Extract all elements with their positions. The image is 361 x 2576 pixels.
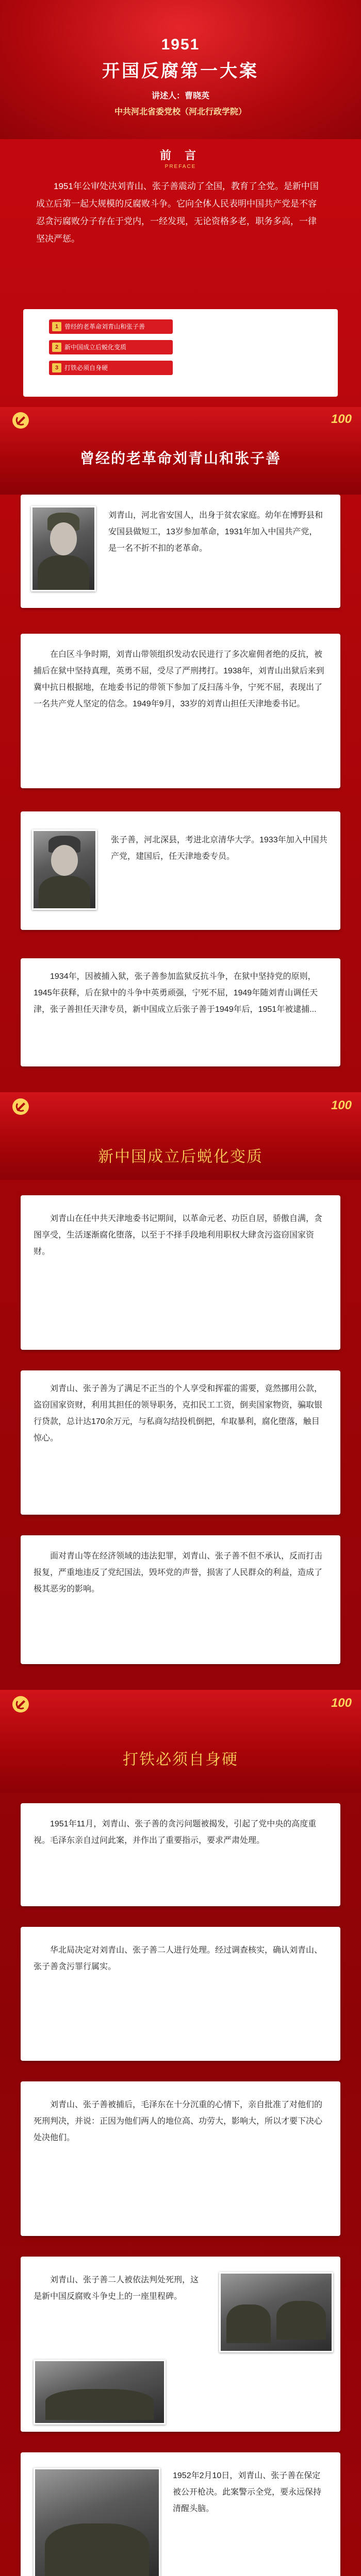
party-emblem-icon bbox=[11, 411, 30, 430]
toc-item-3[interactable] bbox=[49, 361, 173, 375]
toc-item-2[interactable] bbox=[49, 340, 173, 354]
section3-card-5 bbox=[21, 2452, 340, 2576]
portrait-liu-qingshan bbox=[31, 506, 96, 591]
table-of-contents bbox=[23, 309, 338, 397]
toc-number: 1 bbox=[52, 322, 61, 331]
section-banner-3 bbox=[0, 1690, 361, 1793]
section-title-3: 打铁必须自身硬 bbox=[123, 1751, 238, 1768]
toc-label: 打铁必须自身硬 bbox=[64, 364, 108, 371]
centenary-badge: 100 bbox=[331, 1696, 352, 1710]
liu-story: 在白区斗争时期，刘青山带领组织发动农民进行了多次雇佣者绝的反抗，被捕后在狱中坚持真理，英勇不屈，受尽了严刑拷打。1938年，刘青山出狱后来到冀中抗日根据地，在地委书记的带领下参加了反扫荡斗争，宁死不屈，表现出了一名共产党人坚定的信念。1949年9月，33岁的刘青山担任天津地委书记。 bbox=[34, 650, 324, 708]
liu-bio: 刘青山，河北省安国人，出身于贫农家庭。幼年在博野县和安国县做短工，13岁参加革命，1931年加入中国共产党，是一名不折不扣的老革命。 bbox=[108, 511, 323, 553]
toc-label: 新中国成立后蜕化变质 bbox=[64, 344, 127, 351]
historical-photo-crowd bbox=[34, 2360, 166, 2425]
section-title-2: 新中国成立后蜕化变质 bbox=[98, 1148, 263, 1165]
zhang-bio: 张子善，河北深县，考进北京清华大学。1933年加入中国共产党，建国后，任天津地委专员。 bbox=[111, 836, 327, 861]
speaker-line: 讲述人：曹晓英 bbox=[151, 92, 209, 100]
section2-paragraph-2: 刘青山、张子善为了满足不正当的个人享受和挥霍的需要，竟然挪用公款，盗窃国家资财，利用其担任的领导职务，克扣民工工资，倒卖国家物资，骗取银行贷款，总计达170余万元，与私商勾结投机倒把，牟取暴利，腐化堕落，触目惊心。 bbox=[34, 1384, 323, 1443]
section2-paragraph-1: 刘青山在任中共天津地委书记期间，以革命元老、功臣自居，骄傲自满，贪图享受，生活逐渐腐化堕落，以至于不择手段地利用职权大肆贪污盗窃国家资财。 bbox=[34, 1214, 323, 1256]
section-title-1: 曾经的老革命刘青山和张子善 bbox=[79, 450, 281, 466]
title-block bbox=[0, 36, 361, 117]
toc-item-1[interactable] bbox=[49, 319, 173, 334]
section3-paragraph-3: 刘青山、张子善被捕后，毛泽东在十分沉重的心情下，亲自批准了对他们的死刑判决，并说：正因为他们两人的地位高、功劳大，影响大，所以才要下决心处决他们。 bbox=[34, 2100, 323, 2142]
section3-paragraph-2: 华北局决定对刘青山、张子善二人进行处理。经过调查核实，确认刘青山、张子善贪污罪行属实。 bbox=[34, 1946, 323, 1971]
zhang-story-card bbox=[21, 958, 340, 1066]
preface-subheading: PREFACE bbox=[165, 164, 196, 170]
section3-paragraph-5: 1952年2月10日，刘青山、张子善在保定被公开枪决。此案警示全党，要永远保持清醒头脑。 bbox=[173, 2471, 322, 2513]
title-year: 1951 bbox=[161, 36, 200, 53]
section3-paragraph-4: 刘青山、张子善二人被依法判处死刑，这是新中国反腐败斗争史上的一座里程碑。 bbox=[34, 2276, 199, 2301]
section3-card-3 bbox=[21, 2081, 340, 2236]
section3-card-2 bbox=[21, 1927, 340, 2061]
toc-number: 3 bbox=[52, 363, 61, 372]
liu-qingshan-card bbox=[21, 495, 340, 608]
party-emblem-icon bbox=[11, 1695, 30, 1714]
zhang-zishan-card bbox=[21, 811, 340, 930]
section-banner-2 bbox=[0, 1092, 361, 1180]
section3-paragraph-1: 1951年11月，刘青山、张子善的贪污问题被揭发，引起了党中央的高度重视。毛泽东亲自过问此案，并作出了重要指示，要求严肃处理。 bbox=[34, 1820, 317, 1845]
historical-photo-execution bbox=[34, 2468, 160, 2576]
toc-label: 曾经的老革命刘青山和张子善 bbox=[64, 323, 145, 330]
section2-card-3 bbox=[21, 1535, 340, 1664]
toc-number: 2 bbox=[52, 343, 61, 352]
historical-photo-trial bbox=[219, 2272, 333, 2352]
zhang-story: 1934年，因被捕入狱，张子善参加监狱反抗斗争，在狱中坚持党的原则，1945年获释，后在狱中的斗争中英勇顽强，宁死不屈，1949年随刘青山调任天津，张子善担任天津专员，新中国成立后张子善于1949年后，1951年被逮捕... bbox=[34, 972, 318, 1014]
liu-story-card bbox=[21, 634, 340, 788]
section2-card-2 bbox=[21, 1370, 340, 1515]
preface-heading: 前 言 bbox=[159, 149, 202, 162]
page-title: 开国反腐第一大案 bbox=[102, 61, 259, 81]
centenary-badge: 100 bbox=[331, 1098, 352, 1112]
section3-card-1 bbox=[21, 1803, 340, 1906]
centenary-badge: 100 bbox=[331, 412, 352, 426]
section3-card-4 bbox=[21, 2257, 340, 2432]
org-line: 中共河北省委党校（河北行政学院） bbox=[114, 108, 247, 116]
preface-text: 1951年公审处决刘青山、张子善震动了全国，教育了全党。是新中国成立后第一起大规模的反腐败斗争。它向全体人民表明中国共产党是不容忍贪污腐败分子存在于党内，一经发现，无论资格多老，职务多高，一律坚决严惩。 bbox=[36, 181, 319, 244]
party-emblem-icon bbox=[11, 1097, 30, 1116]
section2-card-1 bbox=[21, 1195, 340, 1350]
section2-paragraph-3: 面对青山等在经济领域的违法犯罪，刘青山、张子善不但不承认，反而打击报复，严重地违反了党纪国法，毁坏党的声誉，损害了人民群众的利益，造成了极其恶劣的影响。 bbox=[34, 1552, 323, 1594]
portrait-zhang-zishan bbox=[32, 829, 97, 910]
